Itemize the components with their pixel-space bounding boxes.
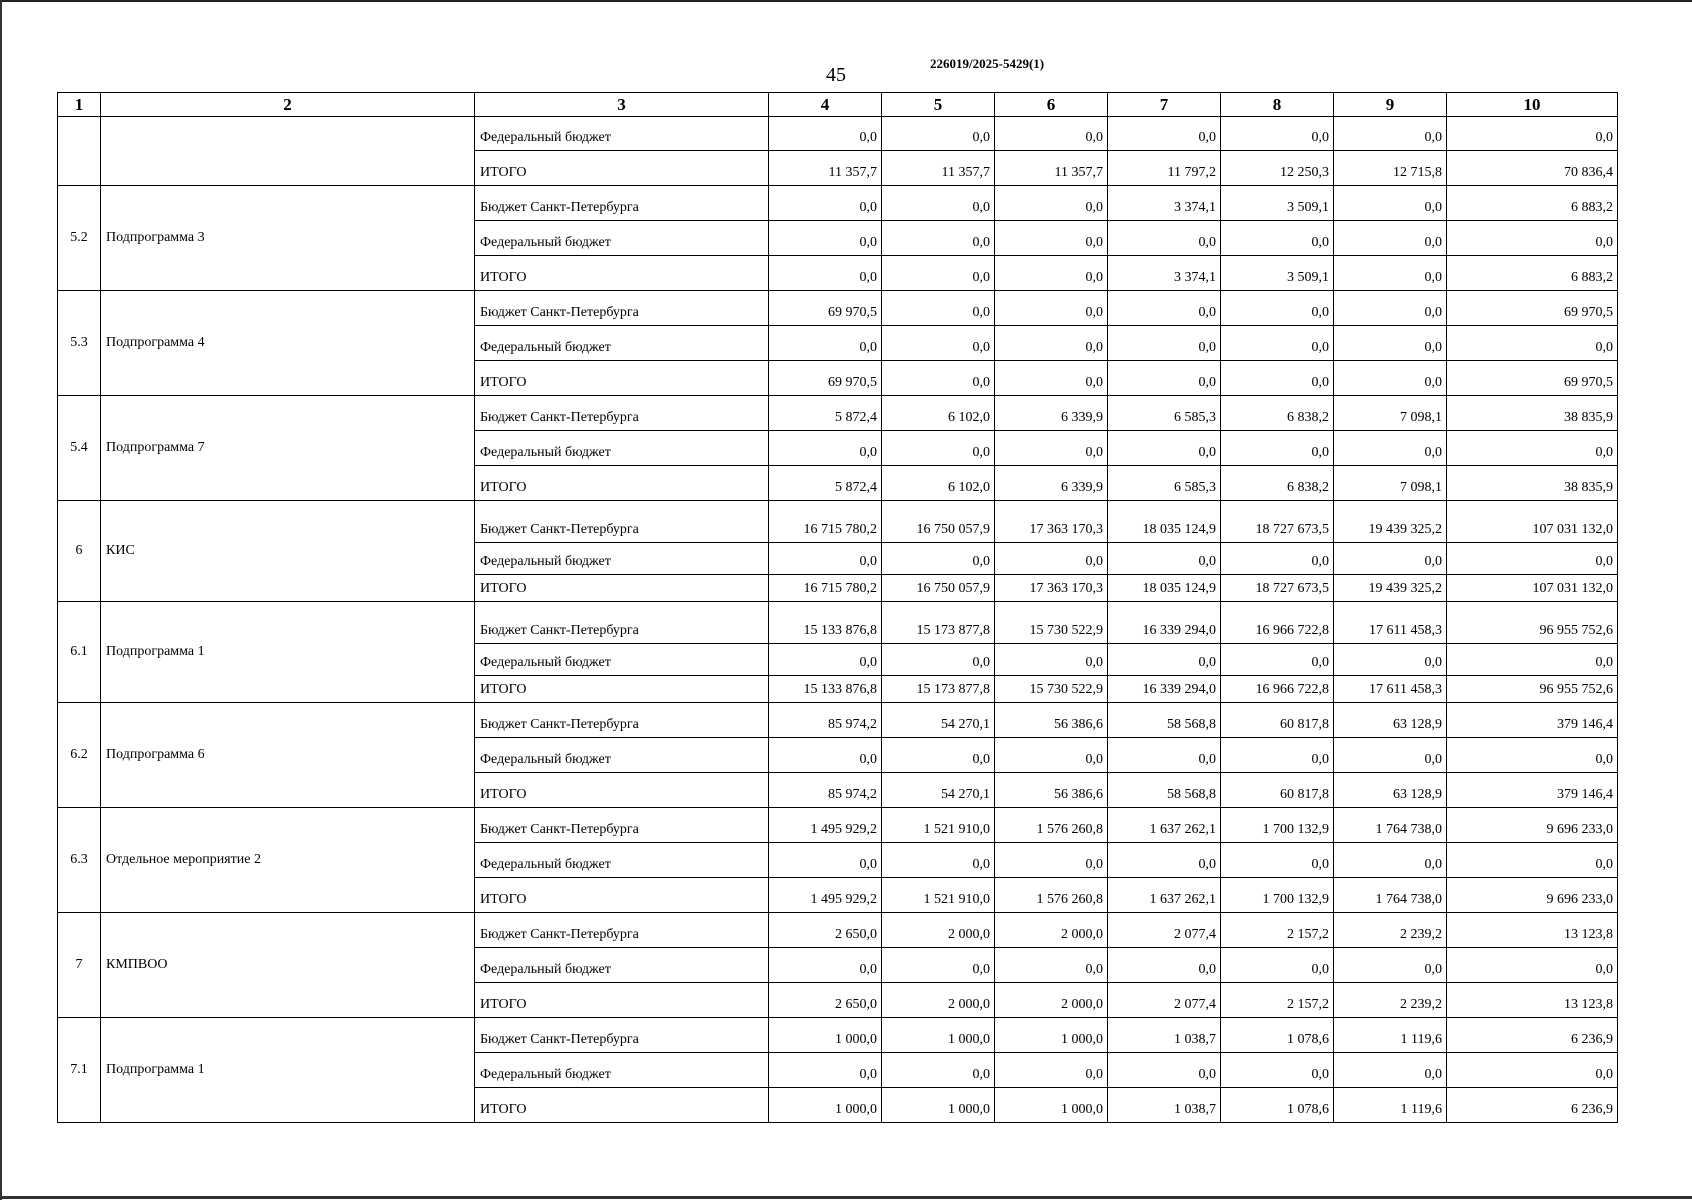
amount-cell: 6 585,3 — [1108, 396, 1221, 431]
amount-cell: 63 128,9 — [1334, 703, 1447, 738]
table-row — [58, 808, 1618, 843]
amount-cell: 0,0 — [1221, 948, 1334, 983]
amount-cell: 0,0 — [1447, 221, 1618, 256]
amount-cell: 69 970,5 — [769, 291, 882, 326]
row-name: Подпрограмма 1 — [101, 1018, 475, 1123]
amount-cell: 0,0 — [1447, 948, 1618, 983]
amount-cell: 16 715 780,2 — [769, 501, 882, 543]
amount-cell: 0,0 — [1447, 431, 1618, 466]
header-row — [58, 93, 1618, 117]
amount-cell: 58 568,8 — [1108, 773, 1221, 808]
amount-cell: 0,0 — [1221, 326, 1334, 361]
amount-cell: 2 000,0 — [995, 913, 1108, 948]
amount-cell: 0,0 — [1334, 843, 1447, 878]
amount-cell: 1 119,6 — [1334, 1018, 1447, 1053]
amount-cell: 6 102,0 — [882, 466, 995, 501]
funding-source: Бюджет Санкт-Петербурга — [475, 808, 769, 843]
amount-cell: 1 000,0 — [882, 1088, 995, 1123]
funding-source: Федеральный бюджет — [475, 948, 769, 983]
amount-cell: 0,0 — [1221, 644, 1334, 676]
amount-cell: 0,0 — [769, 431, 882, 466]
amount-cell: 5 872,4 — [769, 396, 882, 431]
table-row — [58, 703, 1618, 738]
amount-cell: 6 236,9 — [1447, 1088, 1618, 1123]
amount-cell: 0,0 — [769, 186, 882, 221]
amount-cell: 13 123,8 — [1447, 913, 1618, 948]
amount-cell: 18 035 124,9 — [1108, 501, 1221, 543]
row-name: Подпрограмма 1 — [101, 602, 475, 703]
amount-cell: 0,0 — [1334, 326, 1447, 361]
amount-cell: 69 970,5 — [1447, 361, 1618, 396]
row-code: 6.1 — [58, 602, 101, 703]
header-cell: 8 — [1221, 93, 1334, 117]
row-code: 7.1 — [58, 1018, 101, 1123]
amount-cell: 1 495 929,2 — [769, 808, 882, 843]
amount-cell: 17 611 458,3 — [1334, 676, 1447, 703]
amount-cell: 2 000,0 — [882, 983, 995, 1018]
funding-source: ИТОГО — [475, 983, 769, 1018]
amount-cell: 0,0 — [882, 843, 995, 878]
amount-cell: 0,0 — [1447, 843, 1618, 878]
table-row — [58, 602, 1618, 644]
amount-cell: 3 509,1 — [1221, 256, 1334, 291]
amount-cell: 0,0 — [995, 326, 1108, 361]
amount-cell: 63 128,9 — [1334, 773, 1447, 808]
amount-cell: 0,0 — [1447, 1053, 1618, 1088]
amount-cell: 2 239,2 — [1334, 983, 1447, 1018]
row-code: 5.3 — [58, 291, 101, 396]
amount-cell: 0,0 — [1108, 843, 1221, 878]
amount-cell: 60 817,8 — [1221, 773, 1334, 808]
funding-source: Бюджет Санкт-Петербурга — [475, 602, 769, 644]
amount-cell: 16 715 780,2 — [769, 575, 882, 602]
amount-cell: 6 883,2 — [1447, 186, 1618, 221]
amount-cell: 56 386,6 — [995, 703, 1108, 738]
amount-cell: 54 270,1 — [882, 773, 995, 808]
amount-cell: 0,0 — [995, 186, 1108, 221]
amount-cell: 0,0 — [1108, 291, 1221, 326]
amount-cell: 0,0 — [769, 1053, 882, 1088]
amount-cell: 0,0 — [882, 221, 995, 256]
amount-cell: 0,0 — [995, 117, 1108, 151]
row-name: Подпрограмма 3 — [101, 186, 475, 291]
amount-cell: 0,0 — [1447, 117, 1618, 151]
amount-cell: 0,0 — [882, 431, 995, 466]
amount-cell: 19 439 325,2 — [1334, 501, 1447, 543]
funding-source: Бюджет Санкт-Петербурга — [475, 501, 769, 543]
amount-cell: 0,0 — [1221, 117, 1334, 151]
amount-cell: 6 883,2 — [1447, 256, 1618, 291]
amount-cell: 0,0 — [995, 644, 1108, 676]
amount-cell: 2 077,4 — [1108, 983, 1221, 1018]
amount-cell: 0,0 — [882, 186, 995, 221]
header-cell: 1 — [58, 93, 101, 117]
funding-source: Бюджет Санкт-Петербурга — [475, 186, 769, 221]
amount-cell: 0,0 — [995, 738, 1108, 773]
header-cell: 3 — [475, 93, 769, 117]
amount-cell: 18 035 124,9 — [1108, 575, 1221, 602]
funding-source: Федеральный бюджет — [475, 221, 769, 256]
amount-cell: 0,0 — [1221, 221, 1334, 256]
document-id: 226019/2025-5429(1) — [930, 56, 1045, 71]
amount-cell: 0,0 — [1221, 291, 1334, 326]
amount-cell: 107 031 132,0 — [1447, 501, 1618, 543]
amount-cell: 0,0 — [1108, 326, 1221, 361]
amount-cell: 5 872,4 — [769, 466, 882, 501]
amount-cell: 19 439 325,2 — [1334, 575, 1447, 602]
funding-source: Федеральный бюджет — [475, 431, 769, 466]
amount-cell: 0,0 — [769, 117, 882, 151]
scan-edge-bottom — [0, 1196, 1692, 1199]
amount-cell: 0,0 — [882, 644, 995, 676]
amount-cell: 2 157,2 — [1221, 913, 1334, 948]
amount-cell: 0,0 — [1334, 291, 1447, 326]
amount-cell: 0,0 — [1334, 431, 1447, 466]
amount-cell: 1 521 910,0 — [882, 808, 995, 843]
amount-cell: 1 637 262,1 — [1108, 878, 1221, 913]
amount-cell: 0,0 — [1221, 738, 1334, 773]
amount-cell: 6 339,9 — [995, 466, 1108, 501]
amount-cell: 0,0 — [882, 256, 995, 291]
row-name: Подпрограмма 7 — [101, 396, 475, 501]
amount-cell: 0,0 — [1108, 738, 1221, 773]
amount-cell: 58 568,8 — [1108, 703, 1221, 738]
header-cell: 6 — [995, 93, 1108, 117]
row-code: 5.2 — [58, 186, 101, 291]
amount-cell: 6 838,2 — [1221, 396, 1334, 431]
amount-cell: 0,0 — [1334, 361, 1447, 396]
amount-cell: 6 585,3 — [1108, 466, 1221, 501]
amount-cell: 0,0 — [769, 644, 882, 676]
amount-cell: 1 700 132,9 — [1221, 808, 1334, 843]
amount-cell: 69 970,5 — [1447, 291, 1618, 326]
amount-cell: 0,0 — [995, 431, 1108, 466]
amount-cell: 16 966 722,8 — [1221, 602, 1334, 644]
amount-cell: 18 727 673,5 — [1221, 575, 1334, 602]
amount-cell: 9 696 233,0 — [1447, 878, 1618, 913]
amount-cell: 0,0 — [1108, 644, 1221, 676]
funding-source: ИТОГО — [475, 878, 769, 913]
amount-cell: 7 098,1 — [1334, 466, 1447, 501]
amount-cell: 7 098,1 — [1334, 396, 1447, 431]
amount-cell: 18 727 673,5 — [1221, 501, 1334, 543]
header-cell: 4 — [769, 93, 882, 117]
row-name: Подпрограмма 6 — [101, 703, 475, 808]
amount-cell: 16 750 057,9 — [882, 575, 995, 602]
amount-cell: 0,0 — [1334, 543, 1447, 575]
amount-cell: 0,0 — [882, 326, 995, 361]
header-cell: 10 — [1447, 93, 1618, 117]
funding-source: Бюджет Санкт-Петербурга — [475, 1018, 769, 1053]
amount-cell: 1 000,0 — [882, 1018, 995, 1053]
page-number: 45 — [826, 64, 846, 86]
amount-cell: 0,0 — [769, 948, 882, 983]
amount-cell: 3 509,1 — [1221, 186, 1334, 221]
amount-cell: 0,0 — [882, 738, 995, 773]
funding-source: ИТОГО — [475, 361, 769, 396]
amount-cell: 2 077,4 — [1108, 913, 1221, 948]
amount-cell: 16 339 294,0 — [1108, 602, 1221, 644]
amount-cell: 0,0 — [1334, 644, 1447, 676]
amount-cell: 56 386,6 — [995, 773, 1108, 808]
funding-source: ИТОГО — [475, 466, 769, 501]
amount-cell: 2 239,2 — [1334, 913, 1447, 948]
funding-source: Федеральный бюджет — [475, 738, 769, 773]
amount-cell: 0,0 — [882, 361, 995, 396]
row-code: 5.4 — [58, 396, 101, 501]
amount-cell: 2 000,0 — [882, 913, 995, 948]
amount-cell: 1 521 910,0 — [882, 878, 995, 913]
amount-cell: 379 146,4 — [1447, 703, 1618, 738]
amount-cell: 0,0 — [769, 738, 882, 773]
amount-cell: 6 339,9 — [995, 396, 1108, 431]
amount-cell: 0,0 — [882, 117, 995, 151]
amount-cell: 85 974,2 — [769, 773, 882, 808]
funding-source: Бюджет Санкт-Петербурга — [475, 913, 769, 948]
amount-cell: 15 133 876,8 — [769, 676, 882, 703]
amount-cell: 1 000,0 — [769, 1018, 882, 1053]
amount-cell: 96 955 752,6 — [1447, 676, 1618, 703]
amount-cell: 1 495 929,2 — [769, 878, 882, 913]
amount-cell: 0,0 — [1447, 644, 1618, 676]
row-name: Подпрограмма 4 — [101, 291, 475, 396]
funding-source: Федеральный бюджет — [475, 326, 769, 361]
scan-edge-top — [0, 0, 1692, 2]
amount-cell: 60 817,8 — [1221, 703, 1334, 738]
amount-cell: 0,0 — [1334, 256, 1447, 291]
funding-source: ИТОГО — [475, 676, 769, 703]
amount-cell: 0,0 — [1334, 117, 1447, 151]
amount-cell: 15 730 522,9 — [995, 602, 1108, 644]
amount-cell: 0,0 — [769, 256, 882, 291]
amount-cell: 1 764 738,0 — [1334, 878, 1447, 913]
funding-source: Федеральный бюджет — [475, 1053, 769, 1088]
amount-cell: 96 955 752,6 — [1447, 602, 1618, 644]
amount-cell: 15 173 877,8 — [882, 602, 995, 644]
row-code: 6 — [58, 501, 101, 602]
amount-cell: 6 236,9 — [1447, 1018, 1618, 1053]
table-row — [58, 396, 1618, 431]
amount-cell: 17 363 170,3 — [995, 501, 1108, 543]
amount-cell: 0,0 — [1108, 1053, 1221, 1088]
amount-cell: 1 038,7 — [1108, 1018, 1221, 1053]
amount-cell: 0,0 — [1108, 117, 1221, 151]
amount-cell: 1 078,6 — [1221, 1088, 1334, 1123]
amount-cell: 0,0 — [1108, 361, 1221, 396]
row-name: КМПВОО — [101, 913, 475, 1018]
amount-cell: 1 000,0 — [995, 1088, 1108, 1123]
amount-cell: 11 357,7 — [769, 151, 882, 186]
amount-cell: 6 838,2 — [1221, 466, 1334, 501]
amount-cell: 0,0 — [1334, 221, 1447, 256]
table-row — [58, 291, 1618, 326]
amount-cell: 69 970,5 — [769, 361, 882, 396]
amount-cell: 0,0 — [1334, 186, 1447, 221]
amount-cell: 70 836,4 — [1447, 151, 1618, 186]
funding-source: Федеральный бюджет — [475, 117, 769, 151]
amount-cell: 0,0 — [995, 291, 1108, 326]
amount-cell: 0,0 — [1334, 1053, 1447, 1088]
amount-cell: 0,0 — [1108, 431, 1221, 466]
funding-source: Бюджет Санкт-Петербурга — [475, 396, 769, 431]
amount-cell: 0,0 — [995, 543, 1108, 575]
amount-cell: 9 696 233,0 — [1447, 808, 1618, 843]
amount-cell: 0,0 — [1221, 361, 1334, 396]
row-code: 7 — [58, 913, 101, 1018]
amount-cell: 1 576 260,8 — [995, 808, 1108, 843]
amount-cell: 0,0 — [1108, 543, 1221, 575]
row-code: 6.2 — [58, 703, 101, 808]
amount-cell: 0,0 — [769, 326, 882, 361]
funding-source: ИТОГО — [475, 151, 769, 186]
table-row — [58, 186, 1618, 221]
amount-cell: 107 031 132,0 — [1447, 575, 1618, 602]
amount-cell: 12 250,3 — [1221, 151, 1334, 186]
funding-source: Федеральный бюджет — [475, 843, 769, 878]
amount-cell: 0,0 — [769, 543, 882, 575]
amount-cell: 0,0 — [995, 256, 1108, 291]
amount-cell: 3 374,1 — [1108, 186, 1221, 221]
amount-cell: 3 374,1 — [1108, 256, 1221, 291]
amount-cell: 11 797,2 — [1108, 151, 1221, 186]
amount-cell: 2 650,0 — [769, 983, 882, 1018]
row-name: Отдельное мероприятие 2 — [101, 808, 475, 913]
amount-cell: 379 146,4 — [1447, 773, 1618, 808]
amount-cell: 16 966 722,8 — [1221, 676, 1334, 703]
amount-cell: 1 119,6 — [1334, 1088, 1447, 1123]
funding-source: ИТОГО — [475, 1088, 769, 1123]
funding-source: Федеральный бюджет — [475, 543, 769, 575]
amount-cell: 1 637 262,1 — [1108, 808, 1221, 843]
funding-source: Федеральный бюджет — [475, 644, 769, 676]
amount-cell: 2 000,0 — [995, 983, 1108, 1018]
amount-cell: 15 133 876,8 — [769, 602, 882, 644]
table-row — [58, 913, 1618, 948]
amount-cell: 17 363 170,3 — [995, 575, 1108, 602]
amount-cell: 0,0 — [769, 221, 882, 256]
amount-cell: 16 339 294,0 — [1108, 676, 1221, 703]
amount-cell: 0,0 — [1221, 1053, 1334, 1088]
header-cell: 2 — [101, 93, 475, 117]
table-row — [58, 501, 1618, 543]
header-cell: 9 — [1334, 93, 1447, 117]
amount-cell: 0,0 — [882, 1053, 995, 1088]
amount-cell: 0,0 — [995, 948, 1108, 983]
budget-table — [57, 92, 1618, 1123]
amount-cell: 0,0 — [1108, 221, 1221, 256]
header-cell: 7 — [1108, 93, 1221, 117]
funding-source: Бюджет Санкт-Петербурга — [475, 291, 769, 326]
table-row — [58, 1018, 1618, 1053]
row-code: 6.3 — [58, 808, 101, 913]
amount-cell: 85 974,2 — [769, 703, 882, 738]
amount-cell: 0,0 — [995, 1053, 1108, 1088]
amount-cell: 1 000,0 — [995, 1018, 1108, 1053]
funding-source: ИТОГО — [475, 575, 769, 602]
amount-cell: 0,0 — [1447, 543, 1618, 575]
header-cell: 5 — [882, 93, 995, 117]
amount-cell: 11 357,7 — [995, 151, 1108, 186]
amount-cell: 38 835,9 — [1447, 466, 1618, 501]
amount-cell: 0,0 — [995, 361, 1108, 396]
amount-cell: 0,0 — [882, 948, 995, 983]
amount-cell: 0,0 — [1221, 543, 1334, 575]
amount-cell: 12 715,8 — [1334, 151, 1447, 186]
amount-cell: 1 700 132,9 — [1221, 878, 1334, 913]
amount-cell: 0,0 — [1447, 738, 1618, 773]
amount-cell: 38 835,9 — [1447, 396, 1618, 431]
amount-cell: 0,0 — [995, 843, 1108, 878]
amount-cell: 0,0 — [882, 543, 995, 575]
amount-cell: 13 123,8 — [1447, 983, 1618, 1018]
amount-cell: 0,0 — [1221, 843, 1334, 878]
amount-cell: 16 750 057,9 — [882, 501, 995, 543]
amount-cell: 0,0 — [1447, 326, 1618, 361]
funding-source: ИТОГО — [475, 773, 769, 808]
funding-source: Бюджет Санкт-Петербурга — [475, 703, 769, 738]
amount-cell: 2 650,0 — [769, 913, 882, 948]
amount-cell: 15 730 522,9 — [995, 676, 1108, 703]
amount-cell: 15 173 877,8 — [882, 676, 995, 703]
amount-cell: 0,0 — [1221, 431, 1334, 466]
amount-cell: 2 157,2 — [1221, 983, 1334, 1018]
amount-cell: 11 357,7 — [882, 151, 995, 186]
row-name: КИС — [101, 501, 475, 602]
scan-edge-left — [0, 0, 2, 1200]
amount-cell: 0,0 — [1108, 948, 1221, 983]
amount-cell: 17 611 458,3 — [1334, 602, 1447, 644]
row-name — [101, 117, 475, 186]
amount-cell: 0,0 — [995, 221, 1108, 256]
amount-cell: 1 078,6 — [1221, 1018, 1334, 1053]
amount-cell: 6 102,0 — [882, 396, 995, 431]
row-code — [58, 117, 101, 186]
amount-cell: 1 764 738,0 — [1334, 808, 1447, 843]
amount-cell: 54 270,1 — [882, 703, 995, 738]
amount-cell: 0,0 — [882, 291, 995, 326]
table-row — [58, 117, 1618, 151]
amount-cell: 1 038,7 — [1108, 1088, 1221, 1123]
amount-cell: 0,0 — [1334, 738, 1447, 773]
amount-cell: 0,0 — [769, 843, 882, 878]
amount-cell: 1 000,0 — [769, 1088, 882, 1123]
amount-cell: 0,0 — [1334, 948, 1447, 983]
amount-cell: 1 576 260,8 — [995, 878, 1108, 913]
funding-source: ИТОГО — [475, 256, 769, 291]
